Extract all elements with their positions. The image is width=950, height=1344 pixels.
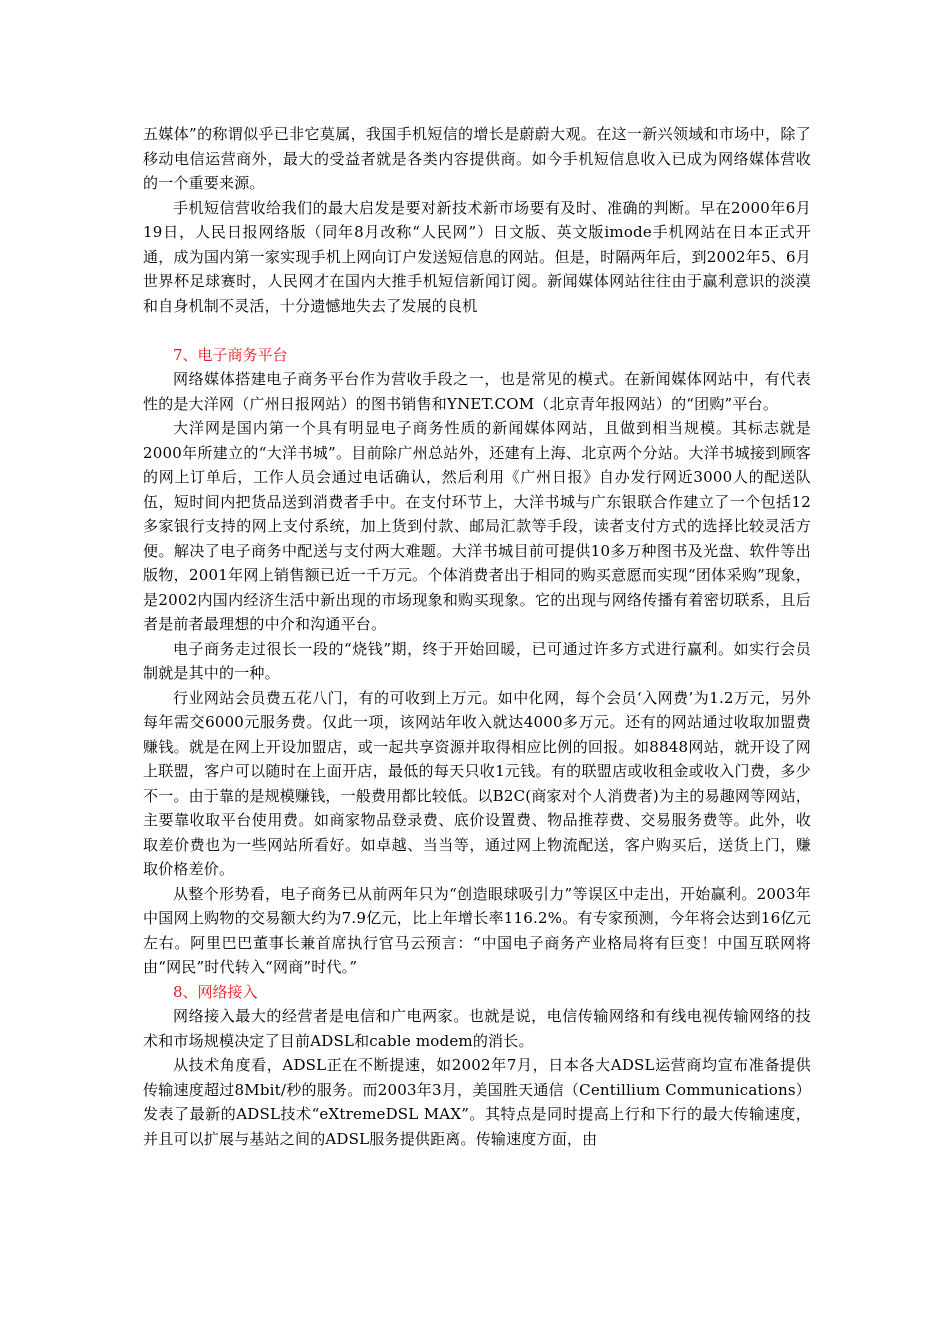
- section-heading-ecommerce: 7、电子商务平台: [173, 345, 288, 364]
- paragraph-ecommerce-intro: 网络媒体搭建电子商务平台作为营收手段之一，也是常见的模式。在新闻媒体网站中，有代表性的是大洋网（广州日报网站）的图书销售和YNET.COM（北京青年报网站）的“团购”平台。: [143, 370, 811, 413]
- paragraph-sms-insight: 手机短信营收给我们的最大启发是要对新技术新市场要有及时、准确的判断。早在2000年6月19日，人民日报网络版（同年8月改称“人民网”）日文版、英文版imode手机网站在日本正式开通，成为国内第一家实现手机上网向订户发送短信息的网站。但是，时隔两年后，到2002年5、6月世界杯足球赛时，人民网才在国内大推手机短信新闻订阅。新闻媒体网站往往由于赢利意识的淡漠和自身机制不灵活，十分遗憾地失去了发展的良机: [143, 198, 811, 315]
- document-page: [143, 122, 811, 1151]
- section-gap: [143, 318, 811, 343]
- paragraph-trend: 从整个形势看，电子商务已从前两年只为“创造眼球吸引力”等误区中走出，开始赢利。2003年中国网上购物的交易额大约为7.9亿元，比上年增长率116.2%。有专家预测，今年将会达到16亿元左右。阿里巴巴董事长兼首席执行官马云预言：“中国电子商务产业格局将有巨变！中国互联网将由“网民”时代转入“网商”时代。”: [143, 884, 811, 976]
- paragraph-sms-media: 五媒体”的称谓似乎已非它莫属，我国手机短信的增长是蔚蔚大观。在这一新兴领域和市场中，除了移动电信运营商外，最大的受益者就是各类内容提供商。如今手机短信息收入已成为网络媒体营收的一个重要来源。: [143, 125, 811, 192]
- paragraph-membership-fees: 行业网站会员费五花八门，有的可收到上万元。如中化网，每个会员‘入网费’为1.2万元，另外每年需交6000元服务费。仅此一项，该网站年收入就达4000多万元。还有的网站通过收取加盟费赚钱。就是在网上开设加盟店，或一起共享资源并取得相应比例的回报。如8848网站，就开设了网上联盟，客户可以随时在上面开店，最低的每天只收1元钱。有的联盟店或收租金或收入门费，多少不一。由于靠的是规模赚钱，一般费用都比较低。以B2C(商家对个人消费者)为主的易趣网等网站，主要靠收取平台使用费。如商家物品登录费、底价设置费、物品推荐费、交易服务费等。此外，收取差价费也为一些网站所看好。如卓越、当当等，通过网上物流配送，客户购买后，送货上门，赚取价格差价。: [143, 688, 811, 878]
- section-heading-network-access: 8、网络接入: [173, 982, 258, 1001]
- paragraph-adsl-tech: 从技术角度看，ADSL正在不断提速，如2002年7月，日本各大ADSL运营商均宣布准备提供传输速度超过8Mbit/秒的服务。而2003年3月，美国胜天通信（Centillium Communications）发表了最新的ADSL技术“eXtremeDSL MAX”。其特点是同时提高上行和下行的最大传输速度，并且可以扩展与基站之间的ADSL服务提供距离。传输速度方面，由: [143, 1056, 811, 1148]
- paragraph-dayoo: 大洋网是国内第一个具有明显电子商务性质的新闻媒体网站，且做到相当规模。其标志就是2000年所建立的“大洋书城”。目前除广州总站外，还建有上海、北京两个分站。大洋书城接到顾客的网上订单后，工作人员会通过电话确认，然后利用《广州日报》自办发行网近3000人的配送队伍，短时间内把货品送到消费者手中。在支付环节上，大洋书城与广东银联合作建立了一个包括12多家银行支持的网上支付系统，加上货到付款、邮局汇款等手段，读者支付方式的选择比较灵活方便。解决了电子商务中配送与支付两大难题。大洋书城目前可提供10多万种图书及光盘、软件等出版物，2001年网上销售额已近一千万元。个体消费者出于相同的购买意愿而实现“团体采购”现象，是2002内国内经济生活中新出现的市场现象和购买现象。它的出现与网络传播有着密切联系，且后者是前者最理想的中介和沟通平台。: [143, 419, 811, 633]
- paragraph-access-operators: 网络接入最大的经营者是电信和广电两家。也就是说，电信传输网络和有线电视传输网络的技术和市场规模决定了目前ADSL和cable modem的消长。: [143, 1007, 811, 1050]
- paragraph-burn-money: 电子商务走过很长一段的“烧钱”期，终于开始回暖，已可通过许多方式进行赢利。如实行会员制就是其中的一种。: [143, 639, 811, 682]
